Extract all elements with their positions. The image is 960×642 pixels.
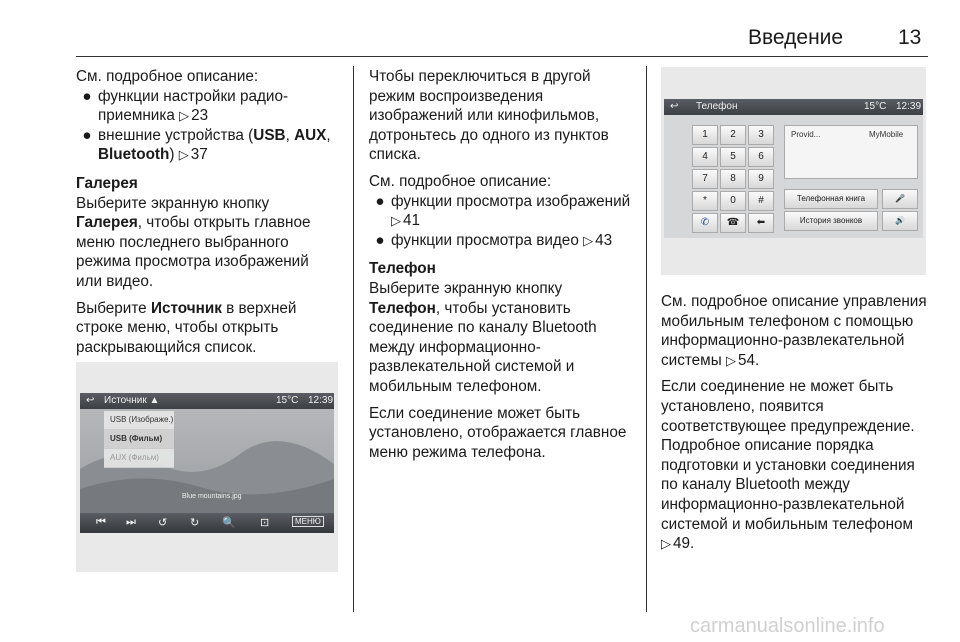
bullet-video-view: ● функции просмотра видео ▷ 43 xyxy=(369,231,633,251)
handsfree-icon[interactable]: 🔊 xyxy=(882,211,918,231)
page-ref-link[interactable]: 49 xyxy=(673,535,691,553)
temperature: 15°C xyxy=(276,395,299,406)
gallery-screenshot xyxy=(76,362,338,572)
provider-name: Provid... xyxy=(791,130,821,139)
next-icon[interactable]: ⏭ xyxy=(126,516,136,528)
key-1[interactable]: 1 xyxy=(692,125,718,145)
phonebook-button[interactable]: Телефонная книга xyxy=(784,189,878,209)
switch-mode-paragraph: Чтобы переключиться в другой режим воспроизведения изображений или кинофильмов, дотроньтесь до одного из пунктов списка. xyxy=(369,68,609,164)
source-dropdown xyxy=(104,411,174,468)
source-button[interactable]: Источник ▲ xyxy=(104,395,160,406)
bullet-icon: ● xyxy=(82,87,92,105)
key-8[interactable]: 8 xyxy=(720,169,746,189)
backspace-icon[interactable]: ⬅ xyxy=(748,213,774,233)
xref-arrow-icon: ▷ xyxy=(179,108,190,124)
phone-title: Телефон xyxy=(696,101,738,112)
bullet-image-view: ● функции просмотра изображений ▷ 41 xyxy=(369,192,633,231)
connection-paragraph: Если соединение может быть установлено, отображается главное меню режима телефона. xyxy=(369,404,627,461)
xref-arrow-icon: ▷ xyxy=(178,147,189,163)
page-number: 13 xyxy=(898,26,922,49)
page-ref-link[interactable]: 54 xyxy=(737,351,755,369)
call-history-button[interactable]: История звонков xyxy=(784,211,878,231)
source-option-usb-film[interactable]: USB (Фильм) xyxy=(104,430,174,449)
gallery-paragraph: Выберите экранную кнопку Галерея, чтобы открыть главное меню последнего выбранного режима просмотра изображений или видео. xyxy=(76,194,311,290)
column-divider-1 xyxy=(353,66,354,612)
page-ref-link[interactable]: 43 xyxy=(595,231,613,249)
phone-paragraph: Выберите экранную кнопку Телефон, чтобы установить соединение по каналу Bluetooth между информационно-развлекательной системой и мобильным телефоном. xyxy=(369,279,597,395)
phone-control-paragraph: См. подробное описание управления мобильным телефоном с помощью информационно-развлекательной системы ▷ 54. xyxy=(661,293,927,369)
xref-arrow-icon: ▷ xyxy=(661,536,671,552)
page-ref-link[interactable]: 37 xyxy=(190,146,208,164)
phone-screen xyxy=(664,99,923,238)
key-4[interactable]: 4 xyxy=(692,147,718,167)
intro-text: См. подробное описание: xyxy=(76,68,259,85)
intro-text: См. подробное описание: xyxy=(369,172,552,190)
image-filename: Blue mountains.jpg xyxy=(182,493,242,500)
bullet-icon: ● xyxy=(82,126,92,144)
bullet-icon: ● xyxy=(375,192,385,210)
header-rule xyxy=(76,56,928,57)
column-1 xyxy=(76,67,338,357)
rotate-left-icon[interactable]: ↺ xyxy=(158,517,168,529)
back-icon[interactable]: ↩ xyxy=(86,395,95,406)
xref-arrow-icon: ▷ xyxy=(583,232,594,248)
clock: 12:39 xyxy=(308,395,334,406)
key-0[interactable]: 0 xyxy=(720,191,746,211)
hang-up-icon[interactable]: ☎ xyxy=(720,213,746,233)
clock: 12:39 xyxy=(896,101,922,112)
key-9[interactable]: 9 xyxy=(748,169,774,189)
phone-status-panel xyxy=(784,125,918,179)
key-7[interactable]: 7 xyxy=(692,169,718,189)
temperature: 15°C xyxy=(864,101,887,112)
column-2 xyxy=(369,67,633,462)
connection-failed-paragraph: Если соединение не может быть установлено, появится соответствующее предупреждение. Подробное описание порядка подготовки и установки соединения по каналу Bluetooth между информационно-развлекательной системой и мобильным телефоном ▷ 49. xyxy=(661,378,915,553)
gallery-screen xyxy=(80,393,334,533)
source-option-usb-image[interactable]: USB (Изображе.) xyxy=(104,411,174,430)
section-heading-phone: Телефон xyxy=(369,260,436,278)
device-name: MyMobile xyxy=(869,130,904,139)
watermark: carmanualsonline.info xyxy=(690,615,885,637)
gallery-control-bar xyxy=(80,513,334,533)
back-icon[interactable]: ↩ xyxy=(670,101,679,112)
column-divider-2 xyxy=(646,66,647,612)
key-5[interactable]: 5 xyxy=(720,147,746,167)
source-option-aux-film[interactable]: AUX (Фильм) xyxy=(104,449,174,468)
xref-arrow-icon: ▷ xyxy=(725,352,736,368)
previous-icon[interactable]: ⏮ xyxy=(96,516,106,528)
bullet-external-devices: ● внешние устройства (USB, AUX, Bluetooth) ▷ 37 xyxy=(76,126,338,165)
key-star[interactable]: * xyxy=(692,191,718,211)
bullet-radio: ● функции настройки радио-приемника ▷ 23 xyxy=(76,87,338,126)
menu-button[interactable]: МЕНЮ xyxy=(292,516,324,527)
gallery-top-bar xyxy=(80,393,334,409)
key-2[interactable]: 2 xyxy=(720,125,746,145)
page-ref-link[interactable]: 41 xyxy=(403,212,421,230)
bullet-icon: ● xyxy=(375,231,385,249)
zoom-icon[interactable]: 🔍 xyxy=(222,517,236,529)
xref-arrow-icon: ▷ xyxy=(391,213,401,229)
mute-mic-icon[interactable]: 🎤 xyxy=(882,189,918,209)
section-heading-gallery: Галерея xyxy=(76,174,138,192)
rotate-right-icon[interactable]: ↻ xyxy=(190,517,200,529)
page-ref-link[interactable]: 23 xyxy=(191,107,209,125)
phone-top-bar xyxy=(664,99,923,115)
column-3 xyxy=(661,292,927,554)
phone-screenshot xyxy=(661,67,926,275)
page-section-title: Введение xyxy=(748,26,844,49)
source-paragraph: Выберите Источник в верхней строке меню, чтобы открыть раскрывающийся список. xyxy=(76,299,297,356)
key-3[interactable]: 3 xyxy=(748,125,774,145)
key-6[interactable]: 6 xyxy=(748,147,774,167)
call-icon[interactable]: ✆ xyxy=(692,213,718,233)
slideshow-icon[interactable]: ⊡ xyxy=(260,517,270,529)
key-hash[interactable]: # xyxy=(748,191,774,211)
